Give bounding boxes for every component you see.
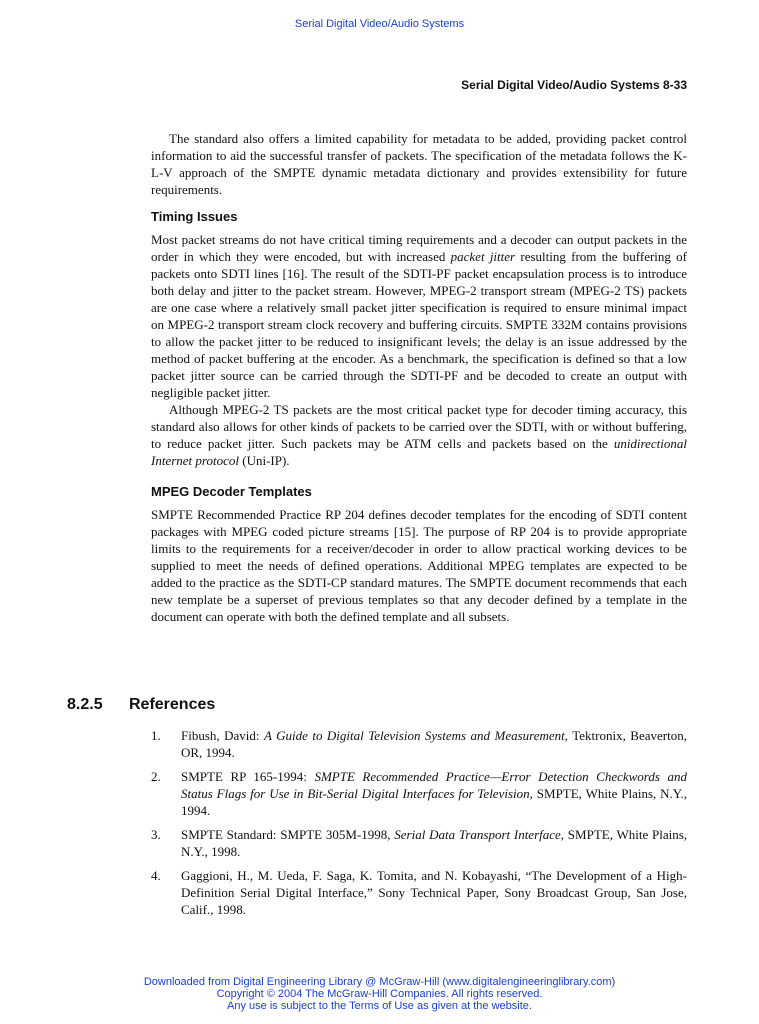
top-link[interactable]: Serial Digital Video/Audio Systems xyxy=(294,18,465,30)
reference-title: A Guide to Digital Television Systems and Measurement xyxy=(263,728,565,743)
reference-text: SMPTE Standard: SMPTE 305M-1998, xyxy=(181,827,395,842)
reference-item xyxy=(151,727,687,761)
reference-number: 2. xyxy=(151,769,161,784)
intro-paragraph: The standard also offers a limited capability for metadata to be added, providing packet control information to aid the successful transfer of packets. The specification of the metadata follows the K-L-V approach of the SMPTE dynamic metadata dictionary and provides extensibility for future requirements. xyxy=(151,131,687,197)
footer-copyright[interactable]: Copyright © 2004 The McGraw-Hill Companies. All rights reserved. xyxy=(216,988,543,1000)
reference-item xyxy=(151,867,687,918)
main-content xyxy=(151,130,687,625)
timing-p2-text-b: (Uni-IP). xyxy=(238,453,290,468)
timing-issues-heading: Timing Issues xyxy=(151,209,238,224)
references-list xyxy=(151,727,687,925)
running-head: Serial Digital Video/Audio Systems 8-33 xyxy=(461,78,687,92)
footer-download-link[interactable]: Downloaded from Digital Engineering Library @ McGraw-Hill (www.digitalengineeringlibrary.com) xyxy=(143,976,616,988)
reference-text: SMPTE RP 165-1994: xyxy=(181,769,315,784)
mpeg-paragraph: SMPTE Recommended Practice RP 204 defines decoder templates for the encoding of SDTI content packages with MPEG coded picture streams [15]. The purpose of RP 204 is to provide appropriate limits to the requirements for a receiver/decoder in order to allow practical working devices to be supplied to meet the needs of defined operations. Additional MPEG templates are expected to be added to the practice as the SDTI-CP standard matures. The SMPTE document recommends that each new template be a superset of previous templates so that any decoder defined by a template in the document can operate with both the defined template and all subsets. xyxy=(151,507,687,624)
timing-paragraph-2 xyxy=(151,401,687,469)
timing-paragraph-1 xyxy=(151,231,687,401)
reference-text-tail: , Tektronix, Beaverton, OR, 1994. xyxy=(181,728,687,760)
reference-item xyxy=(151,826,687,860)
timing-p1-text-a: Most packet streams do not have critical timing requirements and a decoder can output packets in the order in which they were encoded, but with increased xyxy=(151,232,687,264)
timing-p1-italic: packet jitter xyxy=(450,249,516,264)
reference-title: Serial Data Transport Interface xyxy=(394,827,561,842)
references-heading xyxy=(67,696,215,714)
reference-number: 4. xyxy=(151,868,161,883)
footer-terms[interactable]: Any use is subject to the Terms of Use as given at the website. xyxy=(227,1000,532,1012)
section-number: 8.2.5 xyxy=(67,696,103,713)
section-title: References xyxy=(129,696,216,713)
reference-text-tail: , SMPTE, White Plains, N.Y., 1998. xyxy=(181,827,688,859)
footer xyxy=(0,976,759,1012)
reference-number: 1. xyxy=(151,728,161,743)
reference-text: Gaggioni, H., M. Ueda, F. Saga, K. Tomita, and N. Kobayashi, “The Development of a High-Definition Serial Digital Interface,” Sony Technical Paper, Sony Broadcast Group, San Jose, Calif., 1998. xyxy=(181,868,687,917)
timing-p1-text-b: resulting from the buffering of packets onto SDTI lines [16]. The result of the SDTI-PF packet encapsulation process is to introduce both delay and jitter to the packet stream. However, MPEG-2 transport stream (MPEG-2 TS) packets are one case where a relatively small packet jitter specification is required to ensure minimal impact on MPEG-2 transport stream clock recovery and buffering circuits. SMPTE 332M contains provisions to allow the packet jitter to be reduced to insignificant levels; the delay is an issue addressed by the method of packet buffering at the encoder. As a benchmark, the specification is defined so that a low packet jitter source can be carried through the SDTI-PF and be decoded to create an output with negligible packet jitter. xyxy=(151,249,688,400)
timing-p2-text-a: Although MPEG-2 TS packets are the most critical packet type for decoder timing accuracy, this standard also allows for other kinds of packets to be carried over the SDTI, with or without buffering, to reduce packet jitter. Such packets may be ATM cells and packets based on the xyxy=(151,402,687,451)
reference-item xyxy=(151,768,687,819)
reference-title: SMPTE Recommended Practice—Error Detection Checkwords and Status Flags for Use in Bit-Serial Digital Interfaces for Television xyxy=(181,769,687,801)
reference-text: Fibush, David: xyxy=(181,728,264,743)
reference-text-tail: , SMPTE, White Plains, N.Y., 1994. xyxy=(181,786,687,818)
timing-p2-italic: unidirectional Internet protocol xyxy=(151,436,687,468)
mpeg-templates-heading: MPEG Decoder Templates xyxy=(151,484,312,499)
reference-number: 3. xyxy=(151,827,161,842)
